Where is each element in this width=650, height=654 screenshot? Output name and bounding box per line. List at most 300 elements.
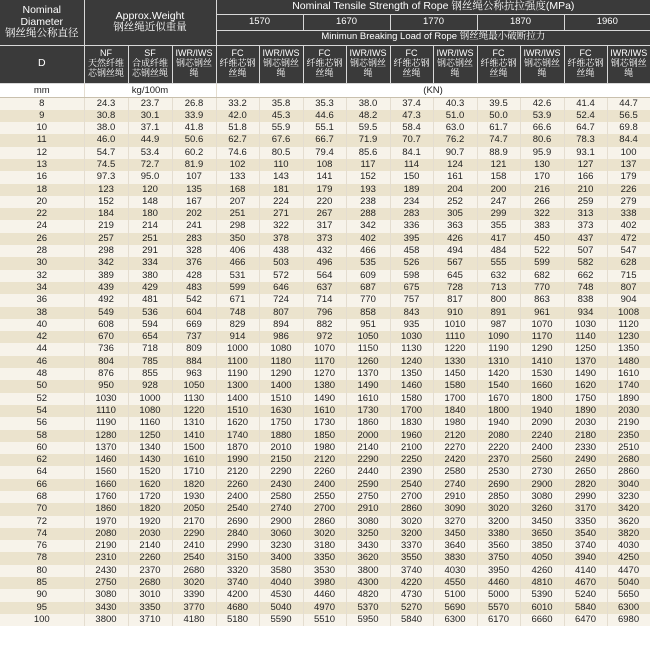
breaking-load-cell: 3080 (520, 491, 564, 503)
breaking-load-cell: 748 (564, 282, 607, 294)
breaking-load-cell: 1008 (607, 307, 650, 319)
breaking-load-cell: 1250 (564, 343, 607, 355)
breaking-load-cell: 986 (259, 331, 303, 343)
diameter-cell: 85 (0, 577, 84, 589)
breaking-load-cell: 141 (303, 171, 346, 183)
breaking-load-cell: 74.6 (216, 147, 259, 159)
weight-cell: 2370 (128, 565, 172, 577)
breaking-load-cell: 80.6 (520, 134, 564, 146)
weight-cell: 2190 (84, 540, 128, 552)
breaking-load-cell: 572 (259, 270, 303, 282)
weight-cell: 53.4 (128, 147, 172, 159)
table-row (0, 503, 650, 515)
breaking-load-cell: 4220 (390, 577, 433, 589)
table-row (0, 565, 650, 577)
weight-cell: 1520 (128, 466, 172, 478)
load-col-header-cn: 纤维芯钢丝绳 (306, 58, 343, 78)
breaking-load-cell: 582 (564, 257, 607, 269)
weight-cell: 152 (84, 196, 128, 208)
weight-cell: 785 (128, 356, 172, 368)
breaking-load-cell: 6010 (520, 602, 564, 614)
breaking-load-cell: 3200 (477, 516, 520, 528)
breaking-load-cell: 279 (607, 196, 650, 208)
weight-cell: 549 (84, 307, 128, 319)
breaking-load-cell: 313 (564, 208, 607, 220)
breaking-load-cell: 555 (477, 257, 520, 269)
breaking-load-cell: 526 (390, 257, 433, 269)
breaking-load-cell: 299 (477, 208, 520, 220)
breaking-load-cell: 40.3 (433, 97, 477, 110)
breaking-load-cell: 45.3 (259, 110, 303, 122)
breaking-load-cell: 1740 (607, 380, 650, 392)
diameter-cell: 8 (0, 97, 84, 110)
breaking-load-cell: 66.7 (303, 134, 346, 146)
grade-header-1870: 1870 (477, 14, 564, 30)
breaking-load-cell: 350 (216, 233, 259, 245)
breaking-load-cell: 1750 (564, 393, 607, 405)
breaking-load-cell: 1240 (390, 356, 433, 368)
breaking-load-cell: 6300 (607, 602, 650, 614)
breaking-load-cell: 1620 (216, 417, 259, 429)
breaking-load-cell: 5650 (607, 589, 650, 601)
breaking-load-cell: 987 (477, 319, 520, 331)
breaking-load-cell: 2750 (346, 491, 390, 503)
breaking-load-cell: 224 (259, 196, 303, 208)
breaking-load-cell: 69.8 (607, 122, 650, 134)
weight-cell: 298 (84, 245, 128, 257)
breaking-load-cell: 1070 (303, 343, 346, 355)
breaking-load-cell: 42.0 (216, 110, 259, 122)
breaking-load-cell: 3830 (433, 552, 477, 564)
breaking-load-cell: 2150 (259, 454, 303, 466)
weight-cell: 1160 (128, 417, 172, 429)
breaking-load-cell: 5390 (520, 589, 564, 601)
diameter-cell: 80 (0, 565, 84, 577)
table-row (0, 417, 650, 429)
table-row (0, 282, 650, 294)
diameter-cell: 26 (0, 233, 84, 245)
breaking-load-cell: 283 (390, 208, 433, 220)
weight-cell: 3430 (84, 602, 128, 614)
breaking-load-cell: 1730 (303, 417, 346, 429)
weight-cell: 60.2 (172, 147, 216, 159)
load-col-header (607, 45, 650, 83)
weight-cell: 202 (172, 208, 216, 220)
weight-header (84, 0, 216, 45)
table-row (0, 540, 650, 552)
breaking-load-cell: 3850 (520, 540, 564, 552)
breaking-load-cell: 402 (346, 233, 390, 245)
breaking-load-cell: 2400 (216, 491, 259, 503)
weight-cell: 594 (128, 319, 172, 331)
breaking-load-cell: 58.4 (390, 122, 433, 134)
breaking-load-cell: 51.0 (433, 110, 477, 122)
breaking-load-cell: 3060 (259, 528, 303, 540)
diameter-cell: 90 (0, 589, 84, 601)
breaking-load-cell: 5180 (216, 614, 259, 626)
breaking-load-cell: 1260 (346, 356, 390, 368)
table-row (0, 171, 650, 183)
diameter-cell: 54 (0, 405, 84, 417)
breaking-load-cell: 2430 (259, 479, 303, 491)
diameter-cell: 18 (0, 184, 84, 196)
weight-header-cn: 钢丝绳近似重量 (113, 21, 187, 34)
load-col-header-code: FC (405, 48, 418, 59)
breaking-load-cell: 3620 (346, 552, 390, 564)
breaking-load-cell: 3380 (477, 528, 520, 540)
breaking-load-cell: 426 (433, 233, 477, 245)
diameter-cell: 10 (0, 122, 84, 134)
weight-cell: 1660 (84, 479, 128, 491)
breaking-load-cell: 363 (433, 220, 477, 232)
weight-cell: 1340 (128, 442, 172, 454)
diameter-cell: 9 (0, 110, 84, 122)
breaking-load-cell: 472 (607, 233, 650, 245)
breaking-load-cell: 2400 (520, 442, 564, 454)
breaking-load-cell: 935 (390, 319, 433, 331)
breaking-load-cell: 3620 (607, 516, 650, 528)
breaking-load-cell: 494 (433, 245, 477, 257)
weight-cell: 608 (84, 319, 128, 331)
load-col-header-code: FC (579, 48, 592, 59)
breaking-load-cell: 1070 (520, 319, 564, 331)
breaking-load-cell: 858 (346, 307, 390, 319)
breaking-load-cell: 298 (216, 220, 259, 232)
breaking-load-cell: 5570 (477, 602, 520, 614)
breaking-load-cell: 951 (346, 319, 390, 331)
weight-cell: 33.9 (172, 110, 216, 122)
breaking-load-cell: 5590 (259, 614, 303, 626)
diameter-cell: 58 (0, 430, 84, 442)
breaking-load-cell: 547 (607, 245, 650, 257)
weight-cell: 1080 (128, 405, 172, 417)
breaking-load-cell: 4260 (520, 565, 564, 577)
breaking-load-cell: 150 (390, 171, 433, 183)
breaking-load-cell: 1310 (477, 356, 520, 368)
breaking-load-cell: 1890 (564, 405, 607, 417)
breaking-load-cell: 1990 (216, 454, 259, 466)
diameter-cell: 11 (0, 134, 84, 146)
breaking-load-cell: 108 (303, 159, 346, 171)
breaking-load-cell: 5510 (303, 614, 346, 626)
weight-cell: 3390 (172, 589, 216, 601)
breaking-load-cell: 458 (390, 245, 433, 257)
breaking-load-cell: 3020 (477, 503, 520, 515)
breaking-load-cell: 796 (303, 307, 346, 319)
breaking-load-cell: 3740 (564, 540, 607, 552)
breaking-load-cell: 632 (477, 270, 520, 282)
weight-cell: 283 (172, 233, 216, 245)
breaking-load-cell: 2030 (564, 417, 607, 429)
breaking-load-cell: 1230 (607, 331, 650, 343)
weight-cell: 855 (128, 368, 172, 380)
weight-cell: 1410 (172, 430, 216, 442)
weight-cell: 3710 (128, 614, 172, 626)
breaking-load-cell: 6470 (564, 614, 607, 626)
load-col-header-cn: 钢芯钢丝绳 (610, 58, 647, 78)
breaking-load-cell: 2120 (216, 466, 259, 478)
breaking-load-cell: 2370 (477, 454, 520, 466)
weight-cell: 342 (84, 257, 128, 269)
breaking-load-cell: 2680 (607, 454, 650, 466)
breaking-load-cell: 74.7 (477, 134, 520, 146)
breaking-load-cell: 4300 (346, 577, 390, 589)
table-row (0, 110, 650, 122)
breaking-load-cell: 564 (303, 270, 346, 282)
table-row (0, 430, 650, 442)
breaking-load-cell: 1860 (346, 417, 390, 429)
table-row (0, 122, 650, 134)
breaking-load-cell: 2390 (390, 466, 433, 478)
breaking-load-cell: 3450 (433, 528, 477, 540)
weight-cell: 148 (128, 196, 172, 208)
table-row (0, 97, 650, 110)
breaking-load-cell: 1170 (303, 356, 346, 368)
breaking-load-cell: 450 (520, 233, 564, 245)
breaking-load-cell: 59.5 (346, 122, 390, 134)
breaking-load-cell: 4670 (564, 577, 607, 589)
weight-cell: 1860 (84, 503, 128, 515)
breaking-load-cell: 220 (303, 196, 346, 208)
breaking-load-cell: 1800 (477, 405, 520, 417)
breaking-load-cell: 1290 (520, 343, 564, 355)
table-row (0, 589, 650, 601)
weight-cell: 1220 (172, 405, 216, 417)
breaking-load-cell: 181 (259, 184, 303, 196)
diameter-cell: 24 (0, 220, 84, 232)
breaking-load-cell: 4820 (346, 589, 390, 601)
weight-cell: 2030 (128, 528, 172, 540)
breaking-load-cell: 322 (259, 220, 303, 232)
weight-cell: 718 (128, 343, 172, 355)
breaking-load-cell: 1870 (216, 442, 259, 454)
breaking-load-cell: 2540 (216, 503, 259, 515)
breaking-load-cell: 675 (390, 282, 433, 294)
breaking-load-cell: 117 (346, 159, 390, 171)
weight-cell: 1250 (128, 430, 172, 442)
breaking-load-cell: 3020 (390, 516, 433, 528)
diameter-cell: 60 (0, 442, 84, 454)
breaking-load-cell: 5240 (564, 589, 607, 601)
breaking-load-cell: 66.6 (520, 122, 564, 134)
breaking-load-cell: 1700 (433, 393, 477, 405)
diameter-cell: 44 (0, 343, 84, 355)
diameter-cell: 70 (0, 503, 84, 515)
weight-cell: 2680 (128, 577, 172, 589)
weight-cell: 30.1 (128, 110, 172, 122)
breaking-load-cell: 817 (433, 294, 477, 306)
diameter-header (0, 0, 84, 45)
breaking-load-cell: 1610 (607, 368, 650, 380)
breaking-load-cell: 210 (564, 184, 607, 196)
weight-cell: 1310 (172, 417, 216, 429)
breaking-load-cell: 1490 (564, 368, 607, 380)
breaking-load-cell: 724 (259, 294, 303, 306)
table-row (0, 257, 650, 269)
breaking-load-cell: 1530 (520, 368, 564, 380)
breaking-load-cell: 238 (346, 196, 390, 208)
breaking-load-cell: 4140 (564, 565, 607, 577)
breaking-load-cell: 305 (433, 208, 477, 220)
breaking-load-cell: 216 (520, 184, 564, 196)
weight-col-header-cn: 钢芯钢丝绳 (176, 58, 213, 78)
breaking-load-cell: 682 (520, 270, 564, 282)
load-col-header-cn: 纤维芯钢丝绳 (567, 58, 604, 78)
weight-cell: 37.1 (128, 122, 172, 134)
breaking-load-cell: 4470 (607, 565, 650, 577)
breaking-load-cell: 189 (390, 184, 433, 196)
breaking-load-cell: 6300 (433, 614, 477, 626)
breaking-load-cell: 466 (216, 257, 259, 269)
breaking-load-cell: 3800 (346, 565, 390, 577)
breaking-load-cell: 5690 (433, 602, 477, 614)
weight-cell: 928 (128, 380, 172, 392)
breaking-load-cell: 2080 (477, 430, 520, 442)
breaking-load-cell: 2580 (259, 491, 303, 503)
breaking-load-cell: 63.0 (433, 122, 477, 134)
breaking-load-cell: 1100 (216, 356, 259, 368)
breaking-load-cell: 37.4 (390, 97, 433, 110)
load-col-header-cn: 纤维芯钢丝绳 (219, 58, 256, 78)
breaking-load-cell: 2120 (433, 430, 477, 442)
weight-cell: 604 (172, 307, 216, 319)
table-row (0, 393, 650, 405)
breaking-load-cell: 1050 (346, 331, 390, 343)
breaking-load-cell: 4460 (477, 577, 520, 589)
breaking-load-cell: 76.2 (433, 134, 477, 146)
breaking-load-cell: 3170 (564, 503, 607, 515)
weight-cell: 3020 (172, 577, 216, 589)
diameter-cell: 50 (0, 380, 84, 392)
unit-diameter: mm (0, 83, 84, 97)
breaking-load-cell: 317 (303, 220, 346, 232)
breaking-load-cell: 934 (564, 307, 607, 319)
table-row (0, 516, 650, 528)
breaking-load-cell: 2180 (564, 430, 607, 442)
weight-cell: 291 (128, 245, 172, 257)
breaking-load-cell: 52.4 (564, 110, 607, 122)
diameter-cell: 42 (0, 331, 84, 343)
breaking-load-cell: 4810 (520, 577, 564, 589)
table-row (0, 331, 650, 343)
breaking-load-cell: 2900 (259, 516, 303, 528)
weight-cell: 1280 (84, 430, 128, 442)
weight-cell: 492 (84, 294, 128, 306)
weight-cell: 334 (128, 257, 172, 269)
breaking-load-cell: 1980 (303, 442, 346, 454)
breaking-load-cell: 1730 (346, 405, 390, 417)
weight-cell: 46.0 (84, 134, 128, 146)
breaking-load-cell: 5840 (564, 602, 607, 614)
breaking-load-cell: 102 (216, 159, 259, 171)
weight-cell: 2540 (172, 552, 216, 564)
weight-cell: 24.3 (84, 97, 128, 110)
breaking-load-cell: 1450 (433, 368, 477, 380)
breaking-load-cell: 1080 (259, 343, 303, 355)
breaking-load-cell: 1000 (216, 343, 259, 355)
breaking-load-cell: 507 (564, 245, 607, 257)
breaking-load-cell: 3320 (216, 565, 259, 577)
breaking-load-cell: 904 (607, 294, 650, 306)
breaking-load-cell: 234 (390, 196, 433, 208)
breaking-load-cell: 6980 (607, 614, 650, 626)
load-col-header (433, 45, 477, 83)
breaking-load-cell: 2120 (303, 454, 346, 466)
breaking-load-cell: 84.1 (390, 147, 433, 159)
breaking-load-cell: 1460 (390, 380, 433, 392)
weight-cell: 74.5 (84, 159, 128, 171)
breaking-load-cell: 714 (303, 294, 346, 306)
weight-cell: 38.0 (84, 122, 128, 134)
breaking-load-cell: 1800 (520, 393, 564, 405)
breaking-load-cell: 204 (433, 184, 477, 196)
weight-cell: 483 (172, 282, 216, 294)
breaking-load-cell: 1410 (520, 356, 564, 368)
breaking-load-cell: 4680 (216, 602, 259, 614)
breaking-load-cell: 3230 (607, 491, 650, 503)
breaking-load-cell: 2090 (520, 417, 564, 429)
weight-cell: 251 (128, 233, 172, 245)
load-col-header-cn: 钢芯钢丝绳 (350, 58, 387, 78)
breaking-load-cell: 2270 (433, 442, 477, 454)
breaking-load-cell: 1540 (477, 380, 520, 392)
weight-cell: 241 (172, 220, 216, 232)
table-row (0, 159, 650, 171)
weight-cell: 389 (84, 270, 128, 282)
breaking-load-cell: 3940 (564, 552, 607, 564)
weight-cell: 2080 (84, 528, 128, 540)
breaking-load-cell: 266 (520, 196, 564, 208)
breaking-load-cell: 1630 (259, 405, 303, 417)
breaking-load-cell: 3420 (607, 503, 650, 515)
weight-cell: 737 (172, 331, 216, 343)
weight-cell: 876 (84, 368, 128, 380)
breaking-load-cell: 170 (520, 171, 564, 183)
breaking-load-cell: 6660 (520, 614, 564, 626)
breaking-load-cell: 496 (303, 257, 346, 269)
breaking-load-cell: 2420 (433, 454, 477, 466)
breaking-load-cell: 33.2 (216, 97, 259, 110)
breaking-load-cell: 79.4 (303, 147, 346, 159)
weight-cell: 1030 (84, 393, 128, 405)
breaking-load-cell: 3230 (259, 540, 303, 552)
weight-cell: 2260 (128, 552, 172, 564)
breaking-load-cell: 645 (433, 270, 477, 282)
breaking-load-cell: 3150 (216, 552, 259, 564)
breaking-load-cell: 4250 (607, 552, 650, 564)
breaking-load-cell: 1580 (433, 380, 477, 392)
breaking-load-cell: 2860 (303, 516, 346, 528)
breaking-load-cell: 599 (216, 282, 259, 294)
weight-cell: 123 (84, 184, 128, 196)
diameter-cell: 30 (0, 257, 84, 269)
breaking-load-cell: 95.9 (520, 147, 564, 159)
breaking-load-cell: 1180 (259, 356, 303, 368)
breaking-load-cell: 56.5 (607, 110, 650, 122)
breaking-load-cell: 1830 (390, 417, 433, 429)
breaking-load-cell: 687 (346, 282, 390, 294)
breaking-load-cell: 62.7 (216, 134, 259, 146)
diameter-cell: 48 (0, 368, 84, 380)
weight-cell: 481 (128, 294, 172, 306)
load-col-header-cn: 纤维芯钢丝绳 (393, 58, 430, 78)
breaking-load-cell: 88.9 (477, 147, 520, 159)
breaking-load-cell: 972 (303, 331, 346, 343)
breaking-load-cell: 891 (477, 307, 520, 319)
grade-header-1960: 1960 (564, 14, 650, 30)
breaking-load-cell: 914 (216, 331, 259, 343)
weight-cell: 2410 (172, 540, 216, 552)
